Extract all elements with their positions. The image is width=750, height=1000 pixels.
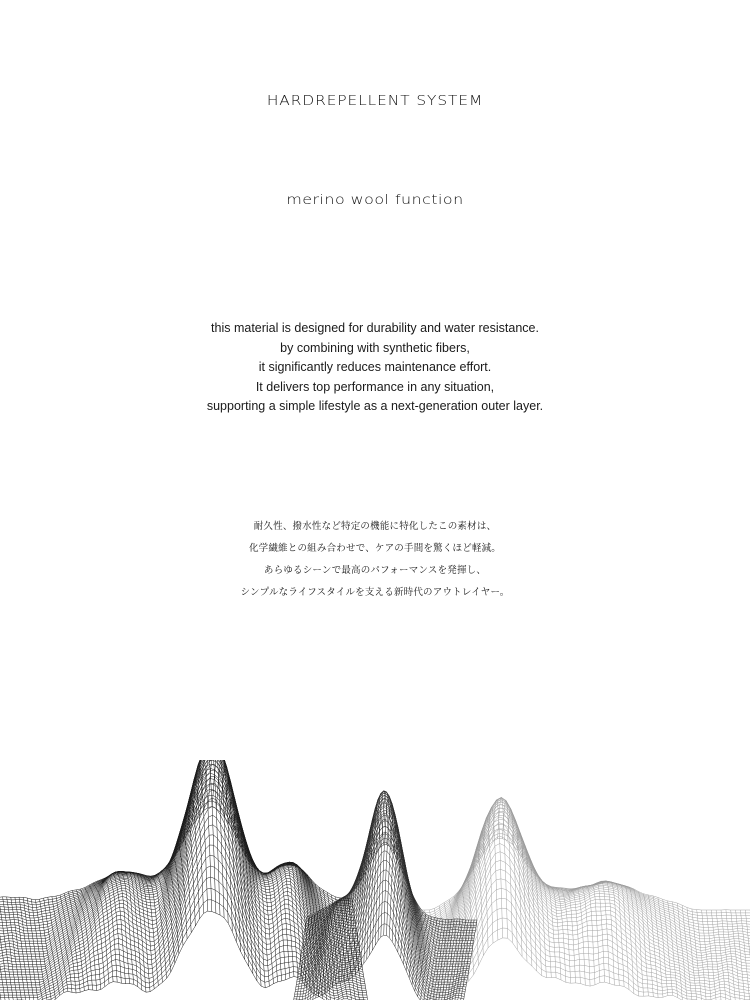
english-line: supporting a simple lifestyle as a next-generation outer layer. (206, 399, 544, 413)
english-line: this material is designed for durability and water resistance. (211, 321, 539, 335)
page-subtitle: merino wool function (286, 193, 464, 208)
japanese-line: 耐久性、撥水性など特定の機能に特化したこの素材は、 (253, 521, 497, 532)
japanese-description (0, 516, 750, 604)
japanese-line: シンプルなライフスタイルを支える新時代のアウトレイヤー。 (240, 587, 510, 598)
mountain-mesh (0, 760, 368, 1000)
japanese-line: 化学繊維との組み合わせで、ケアの手間を驚くほど軽減。 (248, 543, 501, 554)
mesh-rows (0, 760, 368, 1000)
english-line: by combining with synthetic fibers, (280, 340, 470, 355)
page-title: HARDREPELLENT SYSTEM (266, 94, 484, 109)
mountain-mesh (415, 797, 750, 1000)
japanese-line: あらゆるシーンで最高のパフォーマンスを発揮し、 (263, 565, 487, 576)
wireframe-mountains-icon (0, 760, 750, 1000)
english-line: It delivers top performance in any situation, (255, 379, 495, 394)
mesh-rows (415, 797, 750, 1000)
english-description (0, 319, 750, 417)
english-line: it significantly reduces maintenance effort. (258, 360, 492, 374)
mesh-columns (0, 760, 368, 1000)
